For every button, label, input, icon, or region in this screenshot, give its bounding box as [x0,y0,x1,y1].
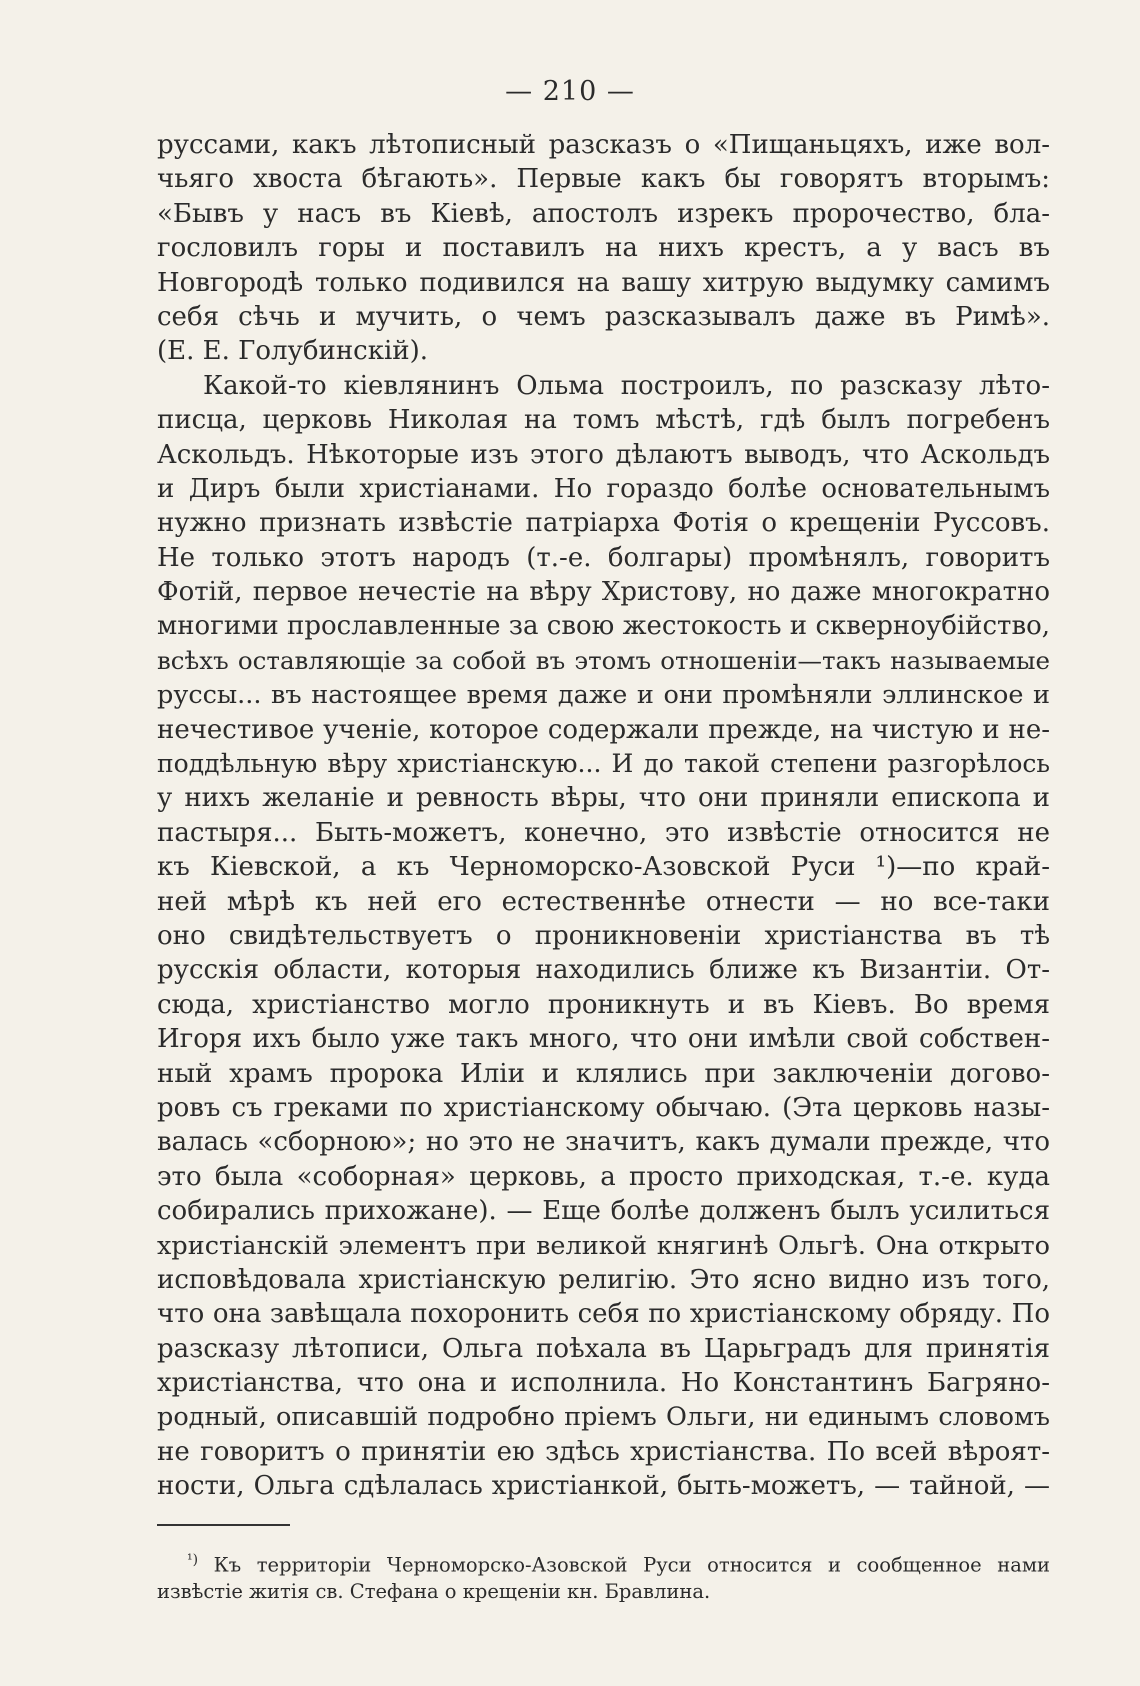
text-line: христіанства, что она и исполнила. Но Константинъ Багряно- [157,1368,1050,1399]
text-line: валась «сборною»; но это не значитъ, какъ думали прежде, что [157,1127,1050,1158]
text-line: русскія области, которыя находились ближе къ Византіи. От- [157,955,1050,986]
text-line: Игоря ихъ было уже такъ много, что они имѣли свой собствен- [157,1024,1050,1055]
text-line: ный храмъ пророка Иліи и клялись при заключеніи догово- [157,1058,1050,1089]
text-line: чьяго хвоста бѣгають». Первые какъ бы говорятъ вторымъ: [157,164,1050,195]
text-line: руссы... въ настоящее время даже и они промѣняли эллинское и [157,680,1050,711]
text-line: писца, церковь Николая на томъ мѣстѣ, гдѣ былъ погребенъ [157,405,1050,436]
text-line: руссами, какъ лѣтописный разсказъ о «Пищаньцяхъ, иже вол- [157,130,1050,160]
text-line: это была «соборная» церковь, а просто приходская, т.-е. куда [157,1161,1050,1192]
text-line: оно свидѣтельствуетъ о проникновеніи христіанства въ тѣ [157,920,1050,951]
text-line: Не только этотъ народъ (т.-е. болгары) промѣнялъ, говоритъ [157,542,1050,573]
text-line: ровъ съ греками по христіанскому обычаю. (Эта церковь назы- [157,1092,1050,1123]
text-line: (Е. Е. Голубинскій). [157,336,429,367]
text-line: христіанскій элементъ при великой княгинѣ Ольгѣ. Она открыто [157,1230,1050,1261]
text-line: ности, Ольга сдѣлалась христіанкой, быть-можетъ, — тайной, — [157,1471,1050,1502]
text-line: исповѣдовала христіанскую религію. Это ясно видно изъ того, [157,1264,1050,1295]
text-line: что она завѣщала похоронить себя по христіанскому обряду. По [157,1299,1050,1330]
text-line: Какой-то кіевлянинъ Ольма построилъ, по разсказу лѣто- [203,370,1050,401]
text-line: и Диръ были христіанами. Но гораздо болѣе основательнымъ [157,473,1050,504]
text-line: собирались прихожане). — Еще болѣе долженъ былъ усилиться [157,1196,1050,1227]
footnote-line [157,1544,1050,1576]
text-line: къ Кіевской, а къ Черноморско-Азовской Руси ¹)—по край- [157,852,1050,883]
text-line: пастыря... Быть-можетъ, конечно, это извѣстіе относится не [157,817,1050,848]
text-line: гословилъ горы и поставилъ на нихъ крестъ, а у васъ въ [157,233,1050,264]
footnote-marker: ¹) [187,1552,199,1568]
footnote-text: Къ территоріи Черноморско-Азовской Руси относится и сообщенное нами [213,1553,1051,1577]
text-line: всѣхъ оставляющіе за собой въ этомъ отношеніи—такъ называемые [157,645,1050,675]
text-line: нечестивое ученіе, которое содержали прежде, на чистую и не- [157,714,1050,745]
footnote-divider [157,1524,290,1526]
footnote [157,1544,1050,1608]
text-line: поддѣльную вѣру христіанскую... И до такой степени разгорѣлось [157,749,1050,779]
text-line: ней мѣрѣ къ ней его естественнѣе отнести — но все-таки [157,886,1050,917]
text-line: Новгородѣ только подивился на вашу хитрую выдумку самимъ [157,267,1050,298]
text-line: себя сѣчь и мучить, о чемъ разсказывалъ даже въ Римѣ». [157,301,1050,332]
text-line: нужно признать извѣстіе патріарха Фотія о крещеніи Руссовъ. [157,508,1050,539]
page-number: — 210 — [505,76,635,107]
footnote-line: извѣстіе житія св. Стефана о крещеніи кн. Бравлина. [157,1580,711,1603]
text-line: «Бывъ у насъ въ Кіевѣ, апостолъ изрекъ пророчество, бла- [157,198,1050,229]
text-line: Фотій, первое нечестіе на вѣру Христову, но даже многократно [157,577,1050,608]
text-line: разсказу лѣтописи, Ольга поѣхала въ Царьградъ для принятія [157,1333,1050,1364]
body-text [157,128,1050,1504]
text-line: сюда, христіанство могло проникнуть и въ Кіевъ. Во время [157,989,1050,1020]
text-line: не говоритъ о принятіи ею здѣсь христіанства. По всей вѣроят- [157,1436,1050,1467]
text-line: многими прославленные за свою жестокость и скверноубійство, [157,611,1050,642]
text-line: у нихъ желаніе и ревность вѣры, что они приняли епископа и [157,783,1050,814]
text-line: Аскольдъ. Нѣкоторые изъ этого дѣлаютъ выводъ, что Аскольдъ [157,439,1050,470]
text-line: родный, описавшій подробно пріемъ Ольги, ни единымъ словомъ [157,1402,1050,1433]
